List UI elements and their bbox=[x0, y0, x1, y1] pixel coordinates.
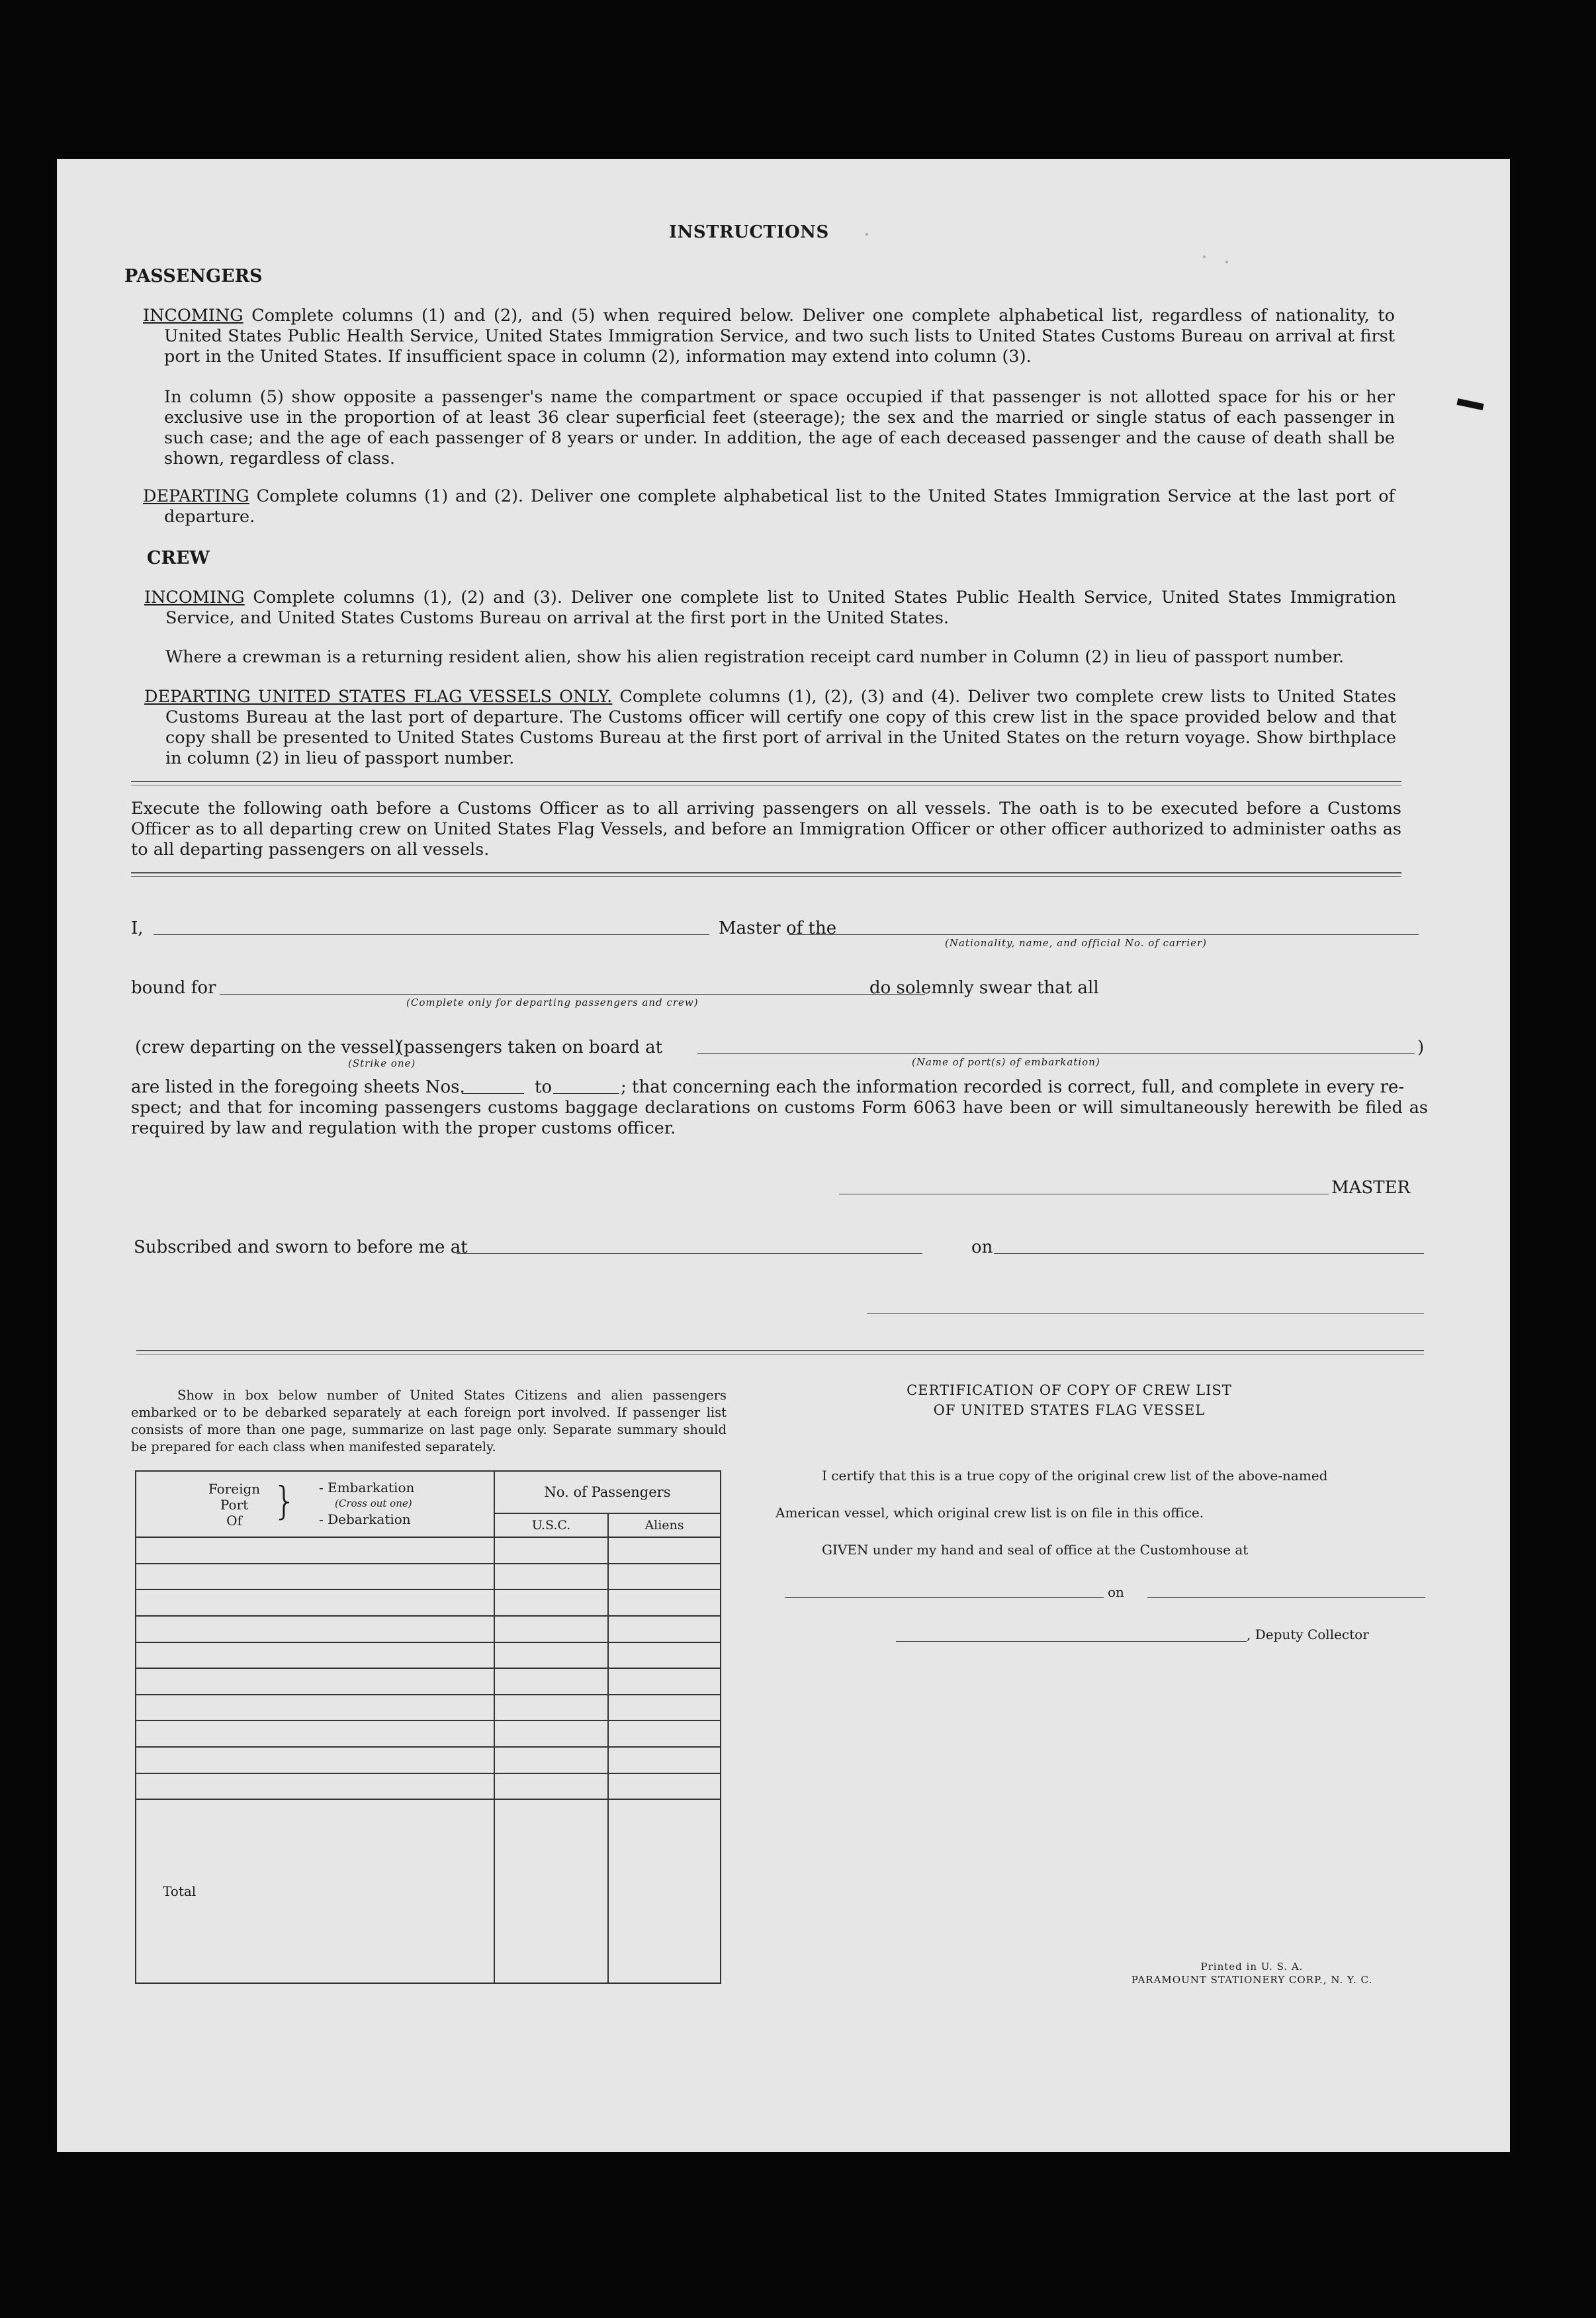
aliens-cell[interactable] bbox=[608, 1589, 721, 1616]
carrier-caption: (Nationality, name, and official No. of carrier) bbox=[945, 937, 1208, 949]
strike-one-caption: (Strike one) bbox=[348, 1057, 416, 1069]
sworn-on-label: on bbox=[971, 1237, 993, 1257]
passengers-column5-paragraph: In column (5) show opposite a passenger's name the compartment or space occupied if that passenger is not allotted space for his or her exclusive use in the proportion of at least 36 clear superficial feet (steerage); the sex and the married or single status of each passenger in such case; and the age of each passenger of 8 years or under. In addition, the age of each deceased passenger and the cause of death shall be shown, regardless of class. bbox=[164, 387, 1395, 468]
aliens-cell[interactable] bbox=[608, 1616, 721, 1642]
scan-speck bbox=[1225, 261, 1228, 263]
usc-cell[interactable] bbox=[494, 1668, 608, 1695]
passenger-summary-table bbox=[135, 1470, 721, 1984]
embarkation-label: - Embarkation bbox=[319, 1480, 415, 1495]
port-cell[interactable] bbox=[136, 1589, 494, 1616]
swear-text: do solemnly swear that all bbox=[869, 978, 1099, 998]
port-cell[interactable] bbox=[136, 1668, 494, 1695]
given-text: GIVEN under my hand and seal of office at the Customhouse at bbox=[822, 1542, 1249, 1558]
master-name-line[interactable] bbox=[154, 934, 709, 935]
crew-departing-label: DEPARTING UNITED STATES FLAG VESSELS ONLY. bbox=[144, 687, 613, 707]
port-cell[interactable] bbox=[136, 1720, 494, 1747]
sheet-from-line[interactable] bbox=[462, 1093, 524, 1094]
cross-out-label: (Cross out one) bbox=[335, 1497, 412, 1509]
scan-mark bbox=[1456, 398, 1484, 410]
crew-incoming-text: Complete columns (1), (2) and (3). Deliver one complete list to United States Public Health Service, United States Immigration Service, and United States Customs Bureau on arrival at the first port in the United States. bbox=[165, 588, 1396, 628]
certification-title-line1: CERTIFICATION OF COPY OF CREW LIST bbox=[907, 1382, 1232, 1398]
passengers-incoming-label: INCOMING bbox=[143, 306, 244, 326]
passengers-taken-option: (passengers taken on board at bbox=[397, 1038, 663, 1057]
port-cell[interactable] bbox=[136, 1564, 494, 1590]
customhouse-line[interactable] bbox=[785, 1597, 1104, 1598]
listed-continuation-text: ; that concerning each the information recorded is correct, full, and complete in every re- bbox=[621, 1077, 1405, 1097]
ports-caption: (Name of port(s) of embarkation) bbox=[912, 1056, 1100, 1068]
certification-date-line[interactable] bbox=[1147, 1597, 1425, 1598]
crew-departing-paragraph bbox=[144, 687, 1396, 769]
no-passengers-header: No. of Passengers bbox=[494, 1471, 721, 1513]
sworn-date-line[interactable] bbox=[994, 1253, 1424, 1254]
usc-cell[interactable] bbox=[494, 1642, 608, 1669]
listed-rest-text: spect; and that for incoming passengers customs baggage declarations on customs Form 6063 have been or will simultaneously herewith be filed as required by law and regulation with the proper customs officer. bbox=[131, 1098, 1428, 1138]
crew-departing-text: Complete columns (1), (2), (3) and (4). Deliver two complete crew lists to United States Customs Bureau at the last port of departure. The Customs officer will certify one copy of this crew list in the space provided below and that copy shall be presented to United States Customs Bureau at the first port of arrival in the United States on the return voyage. Show birthplace in column (2) in lieu of passport number. bbox=[165, 687, 1396, 768]
usc-cell[interactable] bbox=[494, 1537, 608, 1564]
carrier-line[interactable] bbox=[789, 934, 1419, 935]
crew-resident-paragraph: Where a crewman is a returning resident alien, show his alien registration receipt card number in Column (2) in lieu of passport number. bbox=[165, 647, 1345, 667]
bound-for-label: bound for bbox=[131, 978, 216, 998]
aliens-cell[interactable] bbox=[608, 1537, 721, 1564]
close-paren: ) bbox=[1417, 1038, 1425, 1057]
passengers-incoming-paragraph bbox=[143, 306, 1395, 367]
printer-imprint bbox=[1076, 1960, 1428, 1986]
usc-cell[interactable] bbox=[494, 1589, 608, 1616]
form-page bbox=[57, 159, 1510, 2152]
master-of-the-label: Master of the bbox=[719, 918, 837, 938]
aliens-cell[interactable] bbox=[608, 1695, 721, 1721]
scan-speck bbox=[865, 233, 868, 236]
crew-incoming-paragraph bbox=[144, 588, 1396, 629]
bound-for-caption: (Complete only for departing passengers and crew) bbox=[406, 997, 699, 1008]
sheet-to-line[interactable] bbox=[553, 1093, 619, 1094]
usc-cell[interactable] bbox=[494, 1720, 608, 1747]
usc-cell[interactable] bbox=[494, 1564, 608, 1590]
passengers-heading: PASSENGERS bbox=[124, 266, 263, 287]
foreign-label: Foreign bbox=[208, 1481, 261, 1497]
usc-cell[interactable] bbox=[494, 1695, 608, 1721]
listed-to-text: to bbox=[535, 1077, 553, 1097]
aliens-cell[interactable] bbox=[608, 1668, 721, 1695]
certification-title bbox=[785, 1380, 1354, 1420]
of-label: Of bbox=[226, 1513, 242, 1529]
subscribed-text: Subscribed and sworn to before me at bbox=[134, 1237, 468, 1257]
bound-for-line[interactable] bbox=[220, 994, 925, 995]
brace-glyph: } bbox=[273, 1478, 297, 1523]
passengers-departing-paragraph bbox=[143, 486, 1395, 527]
port-cell[interactable] bbox=[136, 1616, 494, 1642]
deputy-signature-line[interactable] bbox=[896, 1641, 1247, 1642]
officer-signature-line[interactable] bbox=[867, 1313, 1424, 1314]
total-label: Total bbox=[136, 1799, 494, 1983]
oath-i-label: I, bbox=[131, 918, 144, 938]
port-cell[interactable] bbox=[136, 1747, 494, 1773]
port-label: Port bbox=[220, 1497, 249, 1513]
port-cell[interactable] bbox=[136, 1537, 494, 1564]
master-label: MASTER bbox=[1331, 1178, 1411, 1198]
certify-line2: American vessel, which original crew list is on file in this office. bbox=[776, 1505, 1204, 1521]
instructions-title: INSTRUCTIONS bbox=[669, 222, 829, 242]
port-cell[interactable] bbox=[136, 1642, 494, 1669]
usc-header: U.S.C. bbox=[494, 1513, 608, 1537]
aliens-header: Aliens bbox=[608, 1513, 721, 1537]
certify-line1: I certify that this is a true copy of the original crew list of the above-named bbox=[822, 1468, 1328, 1484]
deputy-collector-label: , Deputy Collector bbox=[1247, 1627, 1369, 1642]
port-cell[interactable] bbox=[136, 1695, 494, 1721]
certification-title-line2: OF UNITED STATES FLAG VESSEL bbox=[933, 1402, 1206, 1418]
ports-line[interactable] bbox=[697, 1053, 1415, 1054]
separator-rule bbox=[136, 1354, 1424, 1355]
passengers-incoming-text: Complete columns (1) and (2), and (5) when required below. Deliver one complete alphabetical list, regardless of nationality, to United States Public Health Service, United States Immigration Service, and two such lists to United States Customs Bureau on arrival at first port in the United States. If insufficient space in column (2), information may extend into column (3). bbox=[164, 306, 1395, 367]
oath-intro: Execute the following oath before a Customs Officer as to all arriving passengers on all vessels. The oath is to be executed before a Customs Officer as to all departing crew on United States Flag Vessels, and before an Immigration Officer or other officer authorized to administer oaths as to all departing passengers on all vessels. bbox=[131, 799, 1401, 860]
scan-speck bbox=[1203, 255, 1206, 258]
printer-line1: Printed in U. S. A. bbox=[1200, 1961, 1304, 1973]
aliens-cell[interactable] bbox=[608, 1747, 721, 1773]
aliens-cell[interactable] bbox=[608, 1642, 721, 1669]
summary-instruction: Show in box below number of United States Citizens and alien passengers embarked or to be debarked separately at each foreign port involved. If passenger list consists of more than one page, summarize on last page only. Separate summary should be prepared for each class when manifested separately. bbox=[131, 1388, 727, 1454]
port-header-cell bbox=[136, 1471, 494, 1537]
aliens-cell[interactable] bbox=[608, 1720, 721, 1747]
usc-total-cell[interactable] bbox=[494, 1799, 608, 1983]
sworn-place-line[interactable] bbox=[457, 1253, 922, 1254]
passengers-departing-label: DEPARTING bbox=[143, 486, 249, 506]
crew-incoming-label: INCOMING bbox=[144, 588, 245, 607]
separator-rule bbox=[131, 876, 1401, 877]
passengers-departing-text: Complete columns (1) and (2). Deliver one complete alphabetical list to the United States Immigration Service at the last port of departure. bbox=[164, 486, 1395, 527]
crew-heading: CREW bbox=[147, 548, 210, 568]
usc-cell[interactable] bbox=[494, 1773, 608, 1800]
separator-rule bbox=[136, 1350, 1424, 1351]
aliens-cell[interactable] bbox=[608, 1564, 721, 1590]
debarkation-label: - Debarkation bbox=[319, 1511, 411, 1527]
aliens-cell[interactable] bbox=[608, 1773, 721, 1800]
usc-cell[interactable] bbox=[494, 1747, 608, 1773]
crew-departing-option: (crew departing on the vessel) bbox=[135, 1038, 402, 1057]
usc-cell[interactable] bbox=[494, 1616, 608, 1642]
aliens-total-cell[interactable] bbox=[608, 1799, 721, 1983]
listed-sheets-text: are listed in the foregoing sheets Nos. bbox=[131, 1077, 465, 1097]
printer-line2: PARAMOUNT STATIONERY CORP., N. Y. C. bbox=[1131, 1974, 1373, 1986]
separator-rule bbox=[131, 872, 1401, 873]
port-cell[interactable] bbox=[136, 1773, 494, 1800]
certification-on-label: on bbox=[1108, 1584, 1124, 1600]
separator-rule bbox=[131, 781, 1401, 782]
